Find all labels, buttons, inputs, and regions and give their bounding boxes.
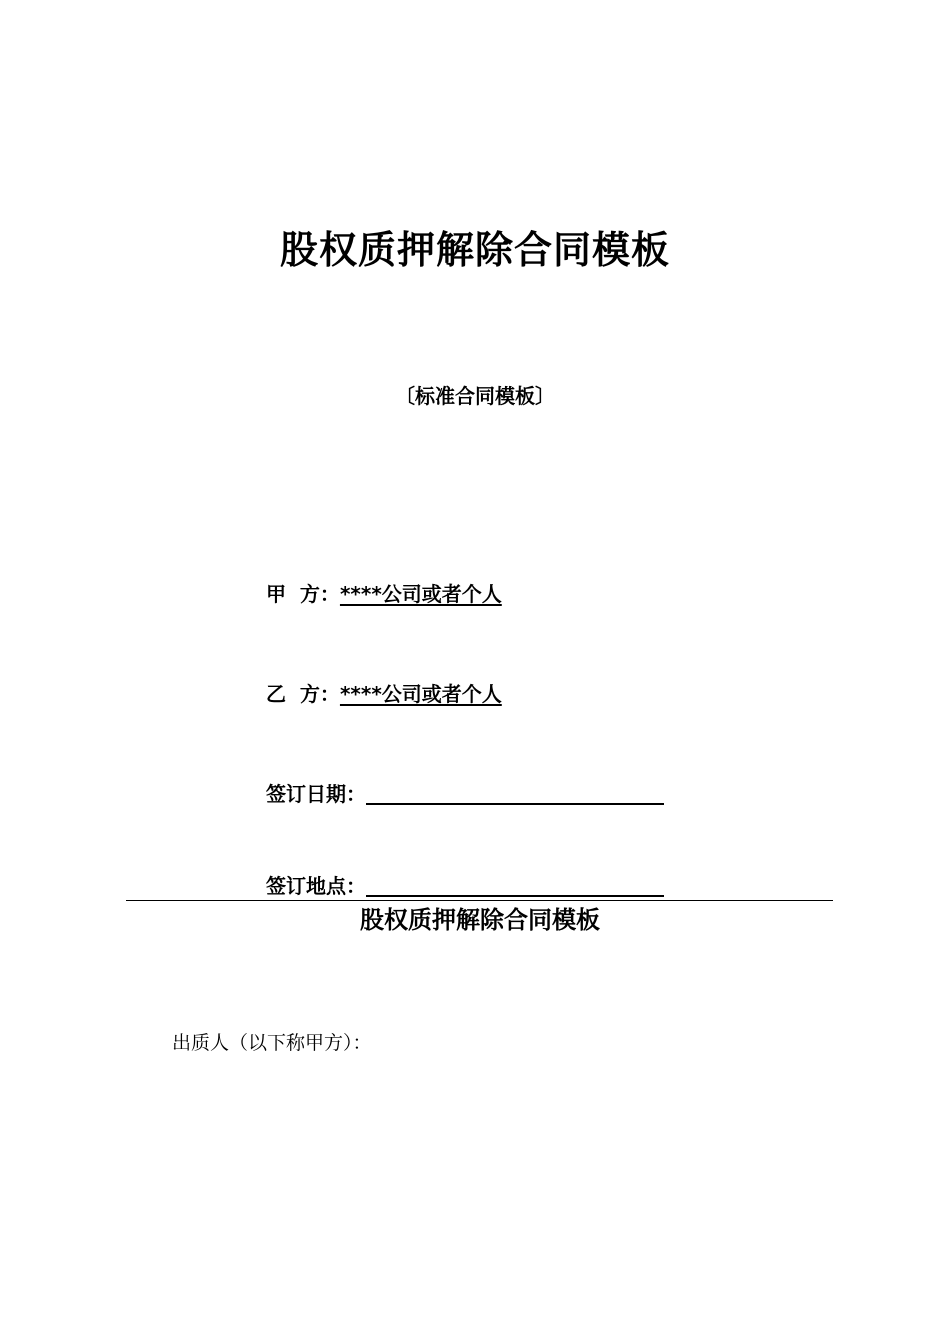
party-a-label: 甲 方：: [266, 582, 340, 606]
signing-date-field: [266, 778, 664, 810]
party-a-value: ****公司或者个人: [339, 582, 502, 606]
pledgor-line: 出质人（以下称甲方）：: [172, 1032, 372, 1054]
body-title: 股权质押解除合同模板: [360, 906, 600, 934]
party-b-value: ****公司或者个人: [339, 682, 502, 706]
party-a-field: [266, 578, 502, 610]
signing-place-field: [266, 870, 664, 902]
signing-date-label: 签订日期：: [266, 782, 366, 806]
signing-place-label: 签订地点：: [266, 874, 366, 898]
party-b-label: 乙 方：: [266, 682, 340, 706]
signing-place-blank: [366, 875, 664, 897]
cover-subtitle: 〔标准合同模板〕: [395, 384, 555, 408]
page-divider: [126, 900, 833, 901]
cover-title: 股权质押解除合同模板: [279, 228, 670, 272]
party-b-field: [266, 678, 502, 710]
signing-date-blank: [366, 783, 664, 805]
